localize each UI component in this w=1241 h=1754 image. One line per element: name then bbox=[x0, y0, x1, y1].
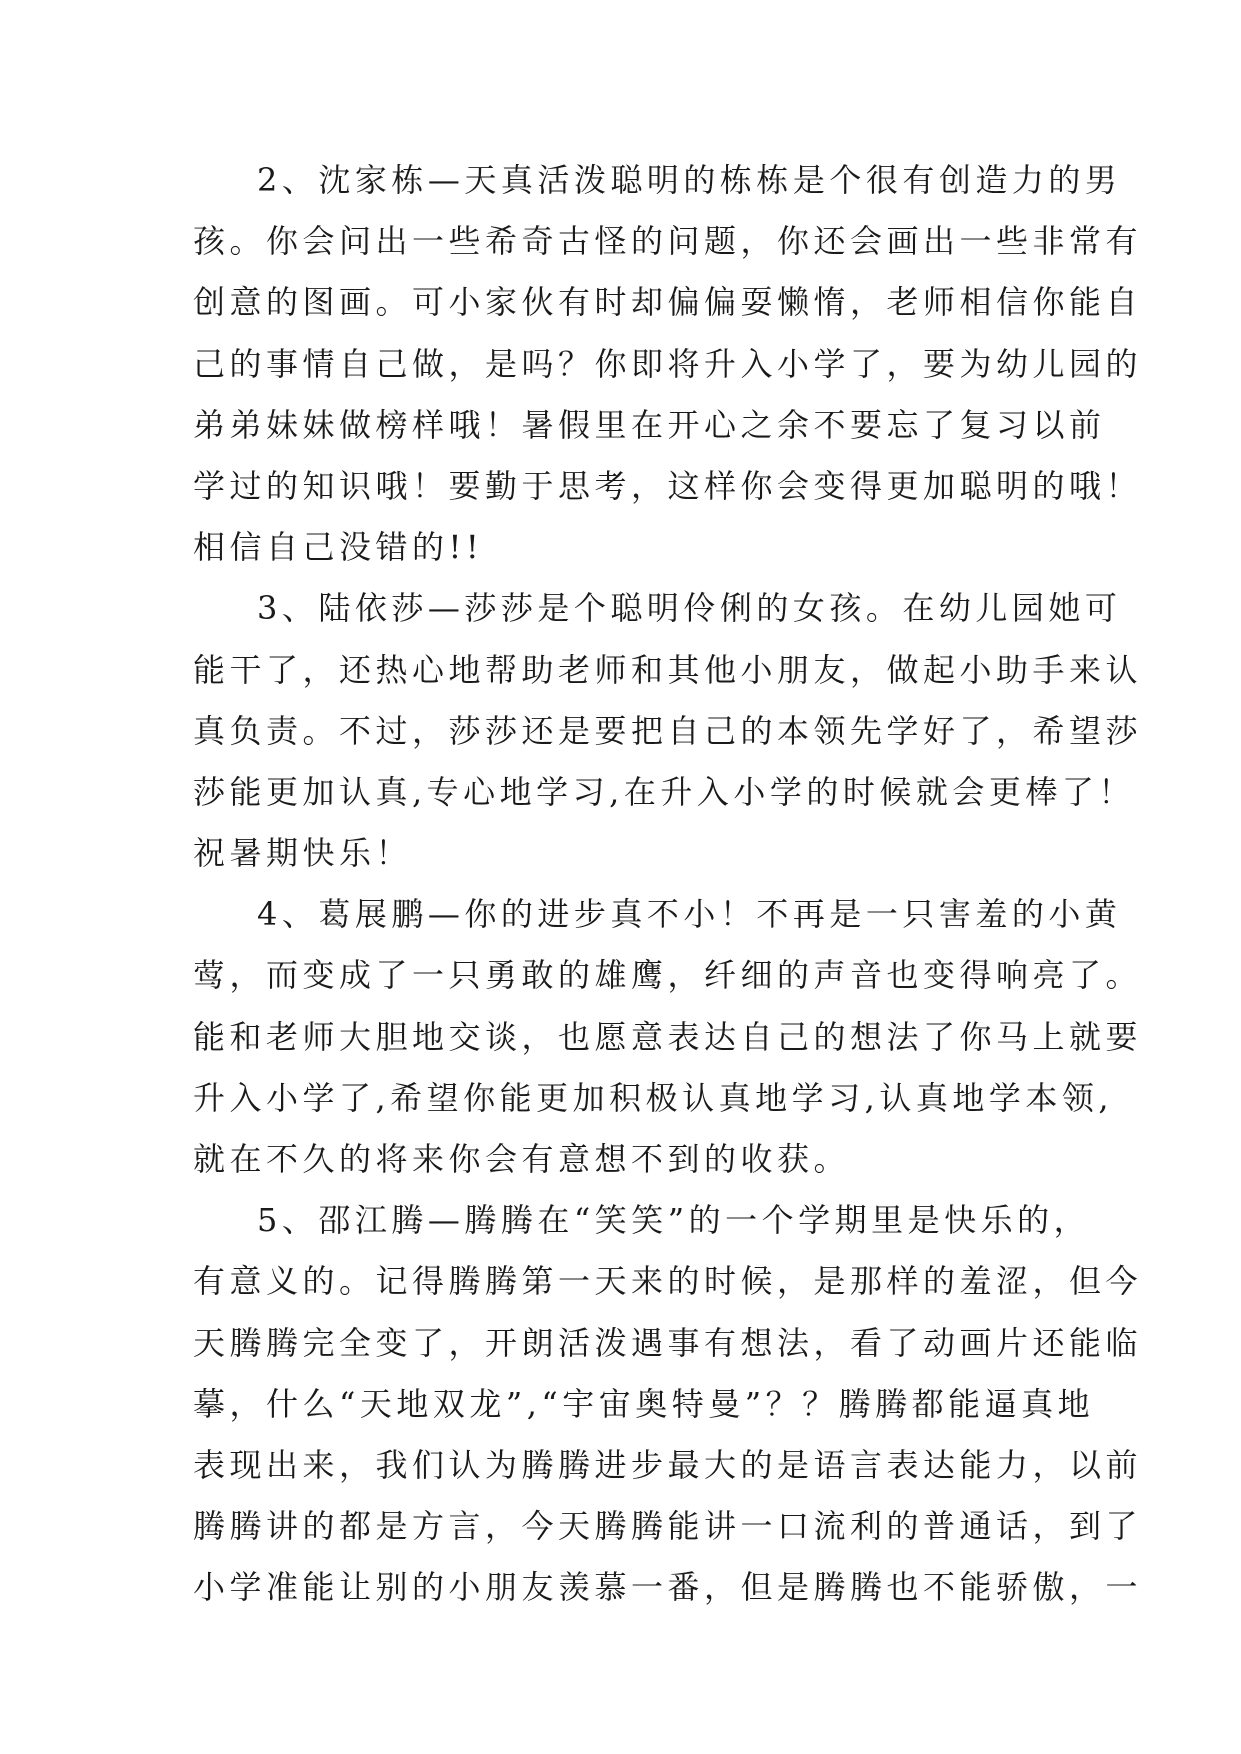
text-line: 己的事情自己做，是吗？你即将升入小学了，要为幼儿园的 bbox=[193, 344, 1143, 383]
text-line: 能干了，还热心地帮助老师和其他小朋友，做起小助手来认 bbox=[193, 650, 1143, 689]
text-line: 天腾腾完全变了，开朗活泼遇事有想法，看了动画片还能临 bbox=[193, 1323, 1143, 1362]
text-line: 学过的知识哦！要勤于思考，这样你会变得更加聪明的哦！ bbox=[193, 466, 1143, 505]
text-line: 摹，什么“天地双龙”,“宇宙奥特曼”？？腾腾都能逼真地 bbox=[193, 1384, 1095, 1423]
text-line: 有意义的。记得腾腾第一天来的时候，是那样的羞涩，但今 bbox=[193, 1262, 1143, 1301]
text-line: 弟弟妹妹做榜样哦！暑假里在开心之余不要忘了复习以前 bbox=[193, 405, 1106, 444]
text-line: 创意的图画。可小家伙有时却偏偏耍懒惰，老师相信你能自 bbox=[193, 283, 1143, 322]
document-body bbox=[193, 150, 1143, 1619]
text-line: 腾腾讲的都是方言，今天腾腾能讲一口流利的普通话，到了 bbox=[193, 1507, 1143, 1546]
text-line: 3、陆依莎—莎莎是个聪明伶俐的女孩。在幼儿园她可 bbox=[257, 589, 1122, 628]
text-line: 相信自己没错的!! bbox=[193, 528, 484, 567]
text-line: 4、葛展鹏—你的进步真不小！不再是一只害羞的小黄 bbox=[257, 895, 1122, 934]
text-line: 升入小学了,希望你能更加积极认真地学习,认真地学本领, bbox=[193, 1078, 1114, 1117]
text-line: 表现出来，我们认为腾腾进步最大的是语言表达能力，以前 bbox=[193, 1445, 1143, 1484]
text-line: 祝暑期快乐！ bbox=[193, 834, 413, 873]
text-line: 莎能更加认真,专心地学习,在升入小学的时候就会更棒了！ bbox=[193, 772, 1135, 811]
text-line: 小学准能让别的小朋友羡慕一番，但是腾腾也不能骄傲，一 bbox=[193, 1568, 1143, 1607]
text-line: 莺，而变成了一只勇敢的雄鹰，纤细的声音也变得响亮了。 bbox=[193, 956, 1143, 995]
text-line: 5、邵江腾—腾腾在“笑笑”的一个学期里是快乐的， bbox=[257, 1201, 1091, 1240]
text-line: 就在不久的将来你会有意想不到的收获。 bbox=[193, 1140, 851, 1178]
text-line: 能和老师大胆地交谈，也愿意表达自己的想法了你马上就要 bbox=[193, 1017, 1143, 1056]
text-line: 孩。你会问出一些希奇古怪的问题，你还会画出一些非常有 bbox=[193, 222, 1143, 261]
text-line: 2、沈家栋—天真活泼聪明的栋栋是个很有创造力的男 bbox=[257, 161, 1122, 199]
text-line: 真负责。不过，莎莎还是要把自己的本领先学好了，希望莎 bbox=[193, 711, 1143, 750]
